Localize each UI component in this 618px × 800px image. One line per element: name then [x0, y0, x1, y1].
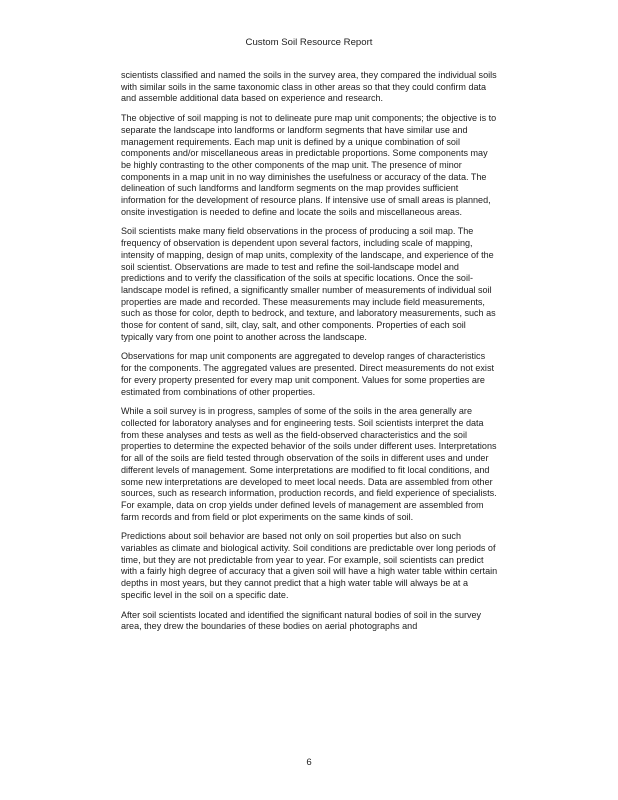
- paragraph: Soil scientists make many field observations in the process of producing a soil map. The frequency of observation is dependent upon several factors, including scale of mapping, intensity of mapping, design of map units, complexity of the landscape, and experience of the soil scientist. Observations are made to test and refine the soil-landscape model and predictions and to verify the classification of the soils at specific locations. Once the soil-landscape model is refined, a significantly smaller number of measurements of individual soil properties are made and recorded. These measurements may include field measurements, such as those for color, depth to bedrock, and texture, and laboratory measurements, such as those for content of sand, silt, clay, salt, and other components. Properties of each soil typically vary from one point to another across the landscape.: [121, 226, 496, 342]
- paragraph: Predictions about soil behavior are based not only on soil properties but also on such variables as climate and biological activity. Soil conditions are predictable over long periods of time, but they are not predictable from year to year. For example, soil scientists can predict with a fairly high degree of accuracy that a given soil will have a high water table within certain depths in most years, but they cannot predict that a high water table will always be at a specific level in the soil on a specific date.: [121, 531, 498, 600]
- paragraph: While a soil survey is in progress, samples of some of the soils in the area generally are collected for laboratory analyses and for engineering tests. Soil scientists interpret the data from these analyses and tests as well as the field-observed characteristics and the soil properties to determine the expected behavior of the soils under different uses. Interpretations for all of the soils are field tested through observation of the soils in different uses and under different levels of management. Some interpretations are modified to fit local conditions, and some new interpretations are developed to meet local needs. Data are assembled from other sources, such as research information, production records, and field experience of specialists. For example, data on crop yields under defined levels of management are assembled from farm records and from field or plot experiments on the same kinds of soil.: [121, 406, 497, 522]
- page-number: 6: [306, 757, 312, 768]
- paragraph: Observations for map unit components are aggregated to develop ranges of characteristics for the components. The aggregated values are presented. Direct measurements do not exist for every property presented for every map unit component. Values for some properties are estimated from combinations of other properties.: [121, 351, 494, 397]
- paragraph: The objective of soil mapping is not to delineate pure map unit components; the objective is to separate the landscape into landforms or landform segments that have similar use and management requirements. Each map unit is defined by a unique combination of soil components and/or miscellaneous areas in predictable proportions. Some components may be highly contrasting to the other components of the map unit. The presence of minor components in a map unit in no way diminishes the usefulness or accuracy of the data. The delineation of such landforms and landform segments on the map provides sufficient information for the development of resource plans. If intensive use of small areas is planned, onsite investigation is needed to define and locate the soils and miscellaneous areas.: [121, 113, 497, 217]
- paragraph: After soil scientists located and identified the significant natural bodies of soil in the survey area, they drew the boundaries of these bodies on aerial photographs and: [121, 609, 482, 632]
- running-header: Custom Soil Resource Report: [245, 37, 373, 48]
- body-text: [121, 70, 498, 641]
- paragraph: scientists classified and named the soils in the survey area, they compared the individual soils with similar soils in the same taxonomic class in other areas so that they could confirm data and assemble additional data based on experience and research.: [121, 70, 497, 104]
